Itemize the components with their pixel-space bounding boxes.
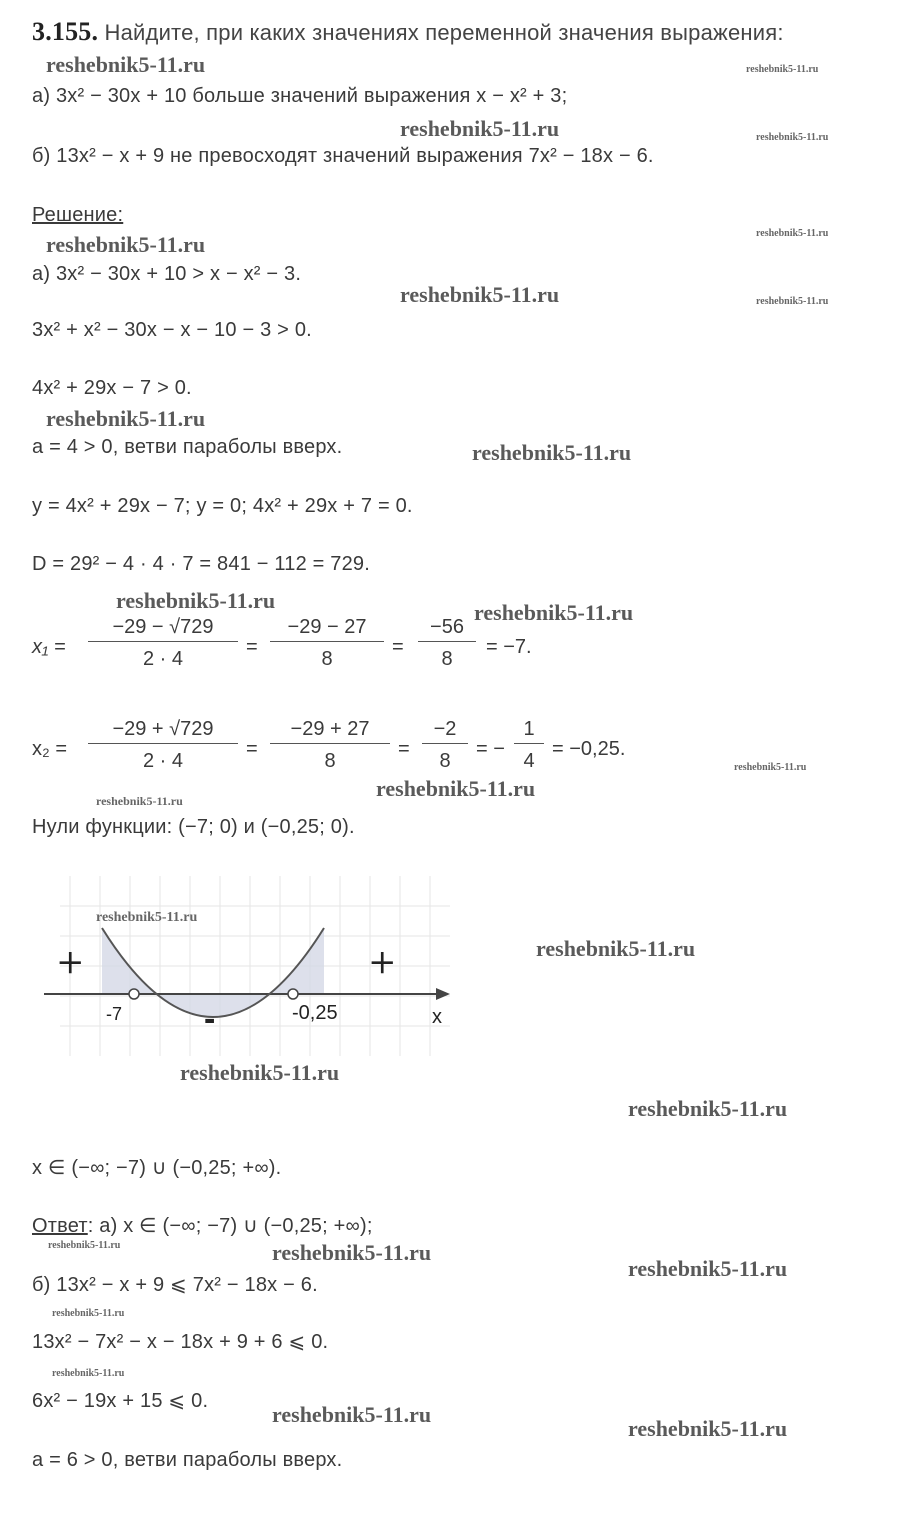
watermark: reshebnik5-11.ru bbox=[536, 936, 696, 961]
part-b-statement: б) 13x² − x + 9 не превосходят значений выражения 7x² − 18x − 6. bbox=[32, 145, 654, 167]
x1-equals-1: = bbox=[246, 636, 258, 658]
x2-fraction-4-numerator: 1 bbox=[514, 718, 544, 744]
problem-title bbox=[32, 17, 784, 46]
watermark: reshebnik5-11.ru bbox=[472, 440, 632, 465]
answer-set: x ∈ (−∞; −7) ∪ (−0,25; +∞). bbox=[32, 1157, 282, 1179]
b-step-3: a = 6 > 0, ветви параболы вверх. bbox=[32, 1449, 343, 1471]
x2-fraction-3-denominator: 8 bbox=[439, 750, 451, 772]
x1-fraction-2 bbox=[270, 616, 384, 671]
watermark: reshebnik5-11.ru bbox=[756, 296, 829, 307]
axis-x-label: x bbox=[432, 1006, 442, 1028]
x-axis-arrow-icon bbox=[436, 988, 450, 1000]
solution-label: Решение: bbox=[32, 204, 124, 226]
x1-fraction-1 bbox=[88, 616, 238, 671]
watermark: reshebnik5-11.ru bbox=[400, 116, 560, 141]
watermark: reshebnik5-11.ru bbox=[180, 1060, 340, 1085]
watermark: reshebnik5-11.ru bbox=[746, 64, 819, 75]
answer-label: Ответ bbox=[32, 1215, 88, 1237]
watermark: reshebnik5-11.ru bbox=[52, 1368, 125, 1379]
watermark: reshebnik5-11.ru bbox=[376, 776, 536, 801]
watermark: reshebnik5-11.ru bbox=[734, 762, 807, 773]
root-1-label: -7 bbox=[106, 1004, 123, 1024]
plus-sign-right: + bbox=[368, 942, 397, 982]
x2-fraction-2-numerator: −29 + 27 bbox=[270, 718, 390, 744]
x2-fraction-4 bbox=[514, 718, 544, 773]
watermark: reshebnik5-11.ru bbox=[272, 1240, 432, 1265]
plus-sign-left: + bbox=[56, 942, 85, 982]
a-step-1: 3x² + x² − 30x − x − 10 − 3 > 0. bbox=[32, 319, 312, 341]
problem-statement: Найдите, при каких значениях переменной значения выражения: bbox=[104, 20, 784, 45]
b-inequality: б) 13x² − x + 9 ⩽ 7x² − 18x − 6. bbox=[32, 1274, 318, 1296]
x1-fraction-1-numerator: −29 − √729 bbox=[88, 616, 238, 642]
x2-equals-1: = bbox=[246, 738, 258, 760]
watermark: reshebnik5-11.ru bbox=[756, 228, 829, 239]
watermark: reshebnik5-11.ru bbox=[46, 406, 206, 431]
x2-fraction-1-numerator: −29 + √729 bbox=[88, 718, 238, 744]
part-a-statement: а) 3x² − 30x + 10 больше значений выражения x − x² + 3; bbox=[32, 85, 568, 107]
problem-number: 3.155. bbox=[32, 17, 99, 46]
watermark: reshebnik5-11.ru bbox=[474, 600, 634, 625]
a-step-4: y = 4x² + 29x − 7; y = 0; 4x² + 29x + 7 = 0. bbox=[32, 495, 413, 517]
watermark: reshebnik5-11.ru bbox=[400, 282, 560, 307]
watermark: reshebnik5-11.ru bbox=[46, 52, 206, 77]
b-step-2: 6x² − 19x + 15 ⩽ 0. bbox=[32, 1390, 209, 1412]
a-step-3: a = 4 > 0, ветви параболы вверх. bbox=[32, 436, 343, 458]
x1-fraction-3-numerator: −56 bbox=[418, 616, 476, 642]
x2-fraction-2 bbox=[270, 718, 390, 773]
minus-sign: - bbox=[204, 1000, 216, 1038]
x1-fraction-1-denominator: 2 · 4 bbox=[142, 648, 184, 670]
x2-minus: = − bbox=[476, 738, 505, 760]
x2-fraction-3-numerator: −2 bbox=[422, 718, 468, 744]
function-zeros: Нули функции: (−7; 0) и (−0,25; 0). bbox=[32, 816, 355, 838]
watermark: reshebnik5-11.ru bbox=[96, 910, 198, 925]
watermark: reshebnik5-11.ru bbox=[628, 1096, 788, 1121]
x2-fraction-1-denominator: 2 · 4 bbox=[142, 750, 184, 772]
watermark: reshebnik5-11.ru bbox=[46, 232, 206, 257]
watermark: reshebnik5-11.ru bbox=[272, 1402, 432, 1427]
watermark: reshebnik5-11.ru bbox=[756, 132, 829, 143]
watermark: reshebnik5-11.ru bbox=[116, 588, 276, 613]
x1-fraction-3-denominator: 8 bbox=[441, 648, 453, 670]
discriminant: D = 29² − 4 · 4 · 7 = 841 − 112 = 729. bbox=[32, 553, 371, 575]
x1-fraction-2-denominator: 8 bbox=[321, 648, 333, 670]
x1-fraction-3 bbox=[418, 616, 476, 671]
root-2-label: -0,25 bbox=[292, 1002, 338, 1024]
x2-fraction-4-denominator: 4 bbox=[523, 750, 535, 772]
x2-result: = −0,25. bbox=[552, 738, 626, 760]
x2-label: x₂ = bbox=[32, 738, 67, 760]
sign-graph bbox=[40, 866, 460, 1066]
b-step-1: 13x² − 7x² − x − 18x + 9 + 6 ⩽ 0. bbox=[32, 1331, 329, 1353]
root-point-1 bbox=[129, 989, 139, 999]
x1-equals-2: = bbox=[392, 636, 404, 658]
watermark: reshebnik5-11.ru bbox=[52, 1308, 125, 1319]
watermark: reshebnik5-11.ru bbox=[628, 1416, 788, 1441]
x2-fraction-2-denominator: 8 bbox=[324, 750, 336, 772]
x1-result: = −7. bbox=[486, 636, 532, 658]
a-step-2: 4x² + 29x − 7 > 0. bbox=[32, 377, 192, 399]
watermark: reshebnik5-11.ru bbox=[96, 794, 183, 808]
a-inequality: а) 3x² − 30x + 10 > x − x² − 3. bbox=[32, 263, 302, 285]
watermark: reshebnik5-11.ru bbox=[628, 1256, 788, 1281]
x2-fraction-1 bbox=[88, 718, 238, 773]
watermark: reshebnik5-11.ru bbox=[48, 1240, 121, 1251]
x1-label: x₁ = bbox=[32, 636, 66, 658]
root-point-2 bbox=[288, 989, 298, 999]
x2-fraction-3 bbox=[422, 718, 468, 773]
x1-fraction-2-numerator: −29 − 27 bbox=[270, 616, 384, 642]
answer-line bbox=[32, 1214, 373, 1238]
graph-svg bbox=[40, 866, 460, 1066]
answer-value: : а) x ∈ (−∞; −7) ∪ (−0,25; +∞); bbox=[87, 1215, 373, 1237]
x2-equals-2: = bbox=[398, 738, 410, 760]
